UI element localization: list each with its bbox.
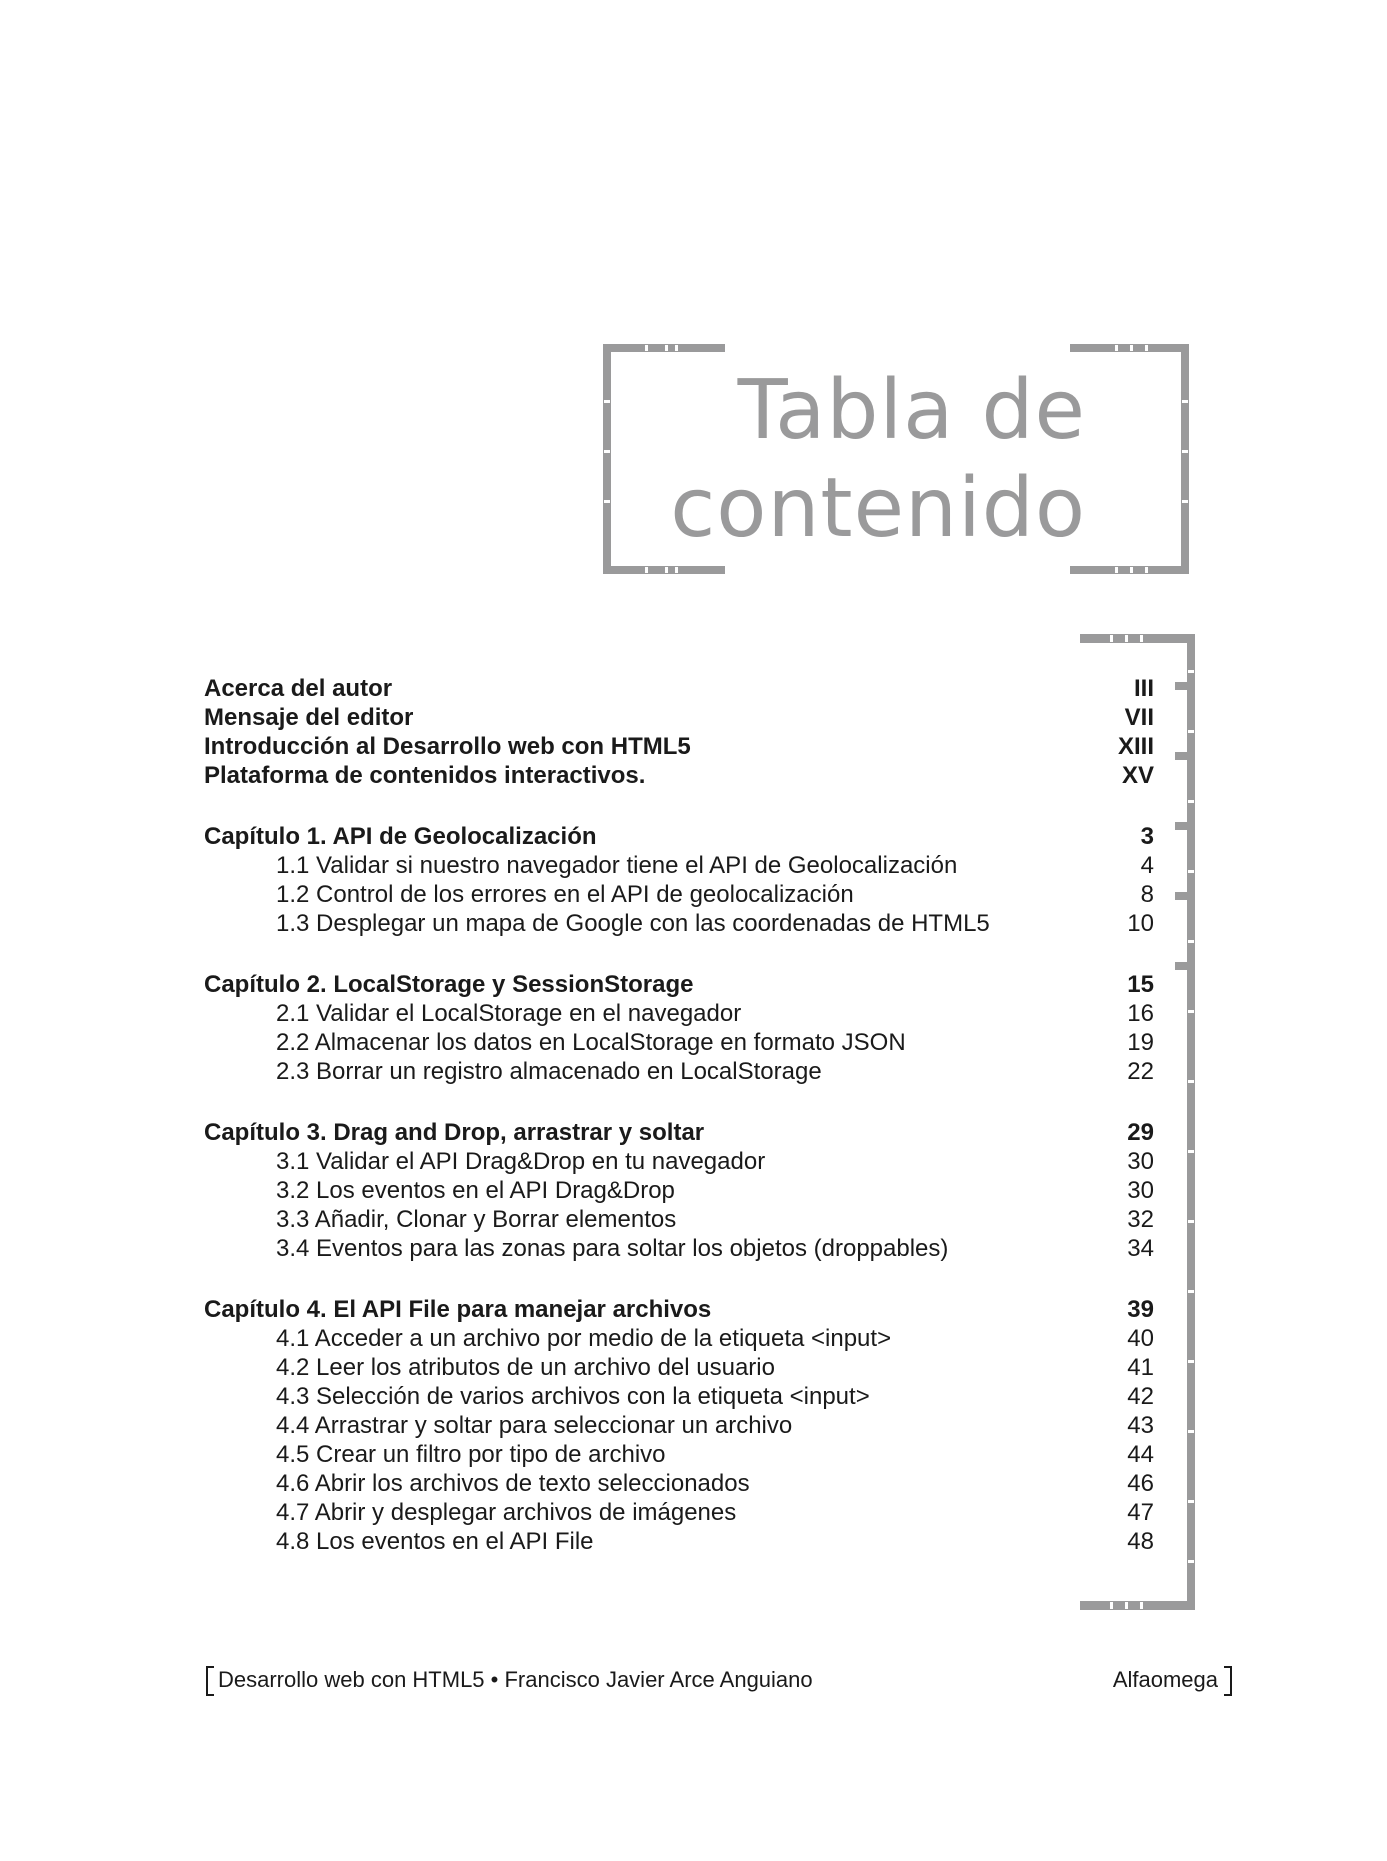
toc-spacer bbox=[204, 1263, 1154, 1295]
toc-chapter-3[interactable] bbox=[204, 1118, 1154, 1147]
toc-section-page: 22 bbox=[1127, 1058, 1154, 1085]
toc-entry-front[interactable] bbox=[204, 732, 1154, 761]
toc-section[interactable] bbox=[204, 1353, 1154, 1382]
toc-section-page: 10 bbox=[1127, 910, 1154, 937]
toc-section[interactable] bbox=[204, 909, 1154, 938]
toc-section[interactable] bbox=[204, 1057, 1154, 1086]
toc-section-title: 1.1 Validar si nuestro navegador tiene el API de Geolocalización bbox=[276, 852, 958, 879]
toc-section-page: 8 bbox=[1140, 881, 1154, 908]
toc-section-title: 4.5 Crear un filtro por tipo de archivo bbox=[276, 1441, 666, 1468]
toc-section[interactable] bbox=[204, 1469, 1154, 1498]
toc-spacer bbox=[204, 938, 1154, 970]
toc-entry-front[interactable] bbox=[204, 761, 1154, 790]
toc-section-title: 3.4 Eventos para las zonas para soltar los objetos (droppables) bbox=[276, 1235, 949, 1262]
toc-section-page: 34 bbox=[1127, 1235, 1154, 1262]
toc-section[interactable] bbox=[204, 1382, 1154, 1411]
toc-section-page: 32 bbox=[1127, 1206, 1154, 1233]
page-title-line2: contenido bbox=[670, 461, 1086, 556]
toc-entry-title: Plataforma de contenidos interactivos. bbox=[204, 762, 646, 789]
toc-section-page: 47 bbox=[1127, 1499, 1154, 1526]
page-title-line1: Tabla de bbox=[737, 363, 1086, 458]
toc-section-title: 4.4 Arrastrar y soltar para seleccionar un archivo bbox=[276, 1412, 793, 1439]
toc-section-title: 3.3 Añadir, Clonar y Borrar elementos bbox=[276, 1206, 677, 1233]
footer-book-title: Desarrollo web con HTML5 • Francisco Javier Arce Anguiano bbox=[218, 1667, 813, 1692]
toc-section-page: 16 bbox=[1127, 1000, 1154, 1027]
toc-section-page: 48 bbox=[1127, 1528, 1154, 1555]
toc-section[interactable] bbox=[204, 1234, 1154, 1263]
toc-section-page: 41 bbox=[1127, 1354, 1154, 1381]
toc-section[interactable] bbox=[204, 1028, 1154, 1057]
toc-section-title: 2.3 Borrar un registro almacenado en LocalStorage bbox=[276, 1058, 822, 1085]
toc-chapter-4[interactable] bbox=[204, 1295, 1154, 1324]
toc-entry-title: Introducción al Desarrollo web con HTML5 bbox=[204, 733, 691, 760]
toc-section[interactable] bbox=[204, 1411, 1154, 1440]
toc-section-title: 1.3 Desplegar un mapa de Google con las coordenadas de HTML5 bbox=[276, 910, 990, 937]
toc-section[interactable] bbox=[204, 1527, 1154, 1556]
toc-section-title: 4.1 Acceder a un archivo por medio de la etiqueta <input> bbox=[276, 1325, 892, 1352]
toc-chapter-title: Capítulo 1. API de Geolocalización bbox=[204, 823, 597, 850]
toc-section[interactable] bbox=[204, 1324, 1154, 1353]
toc-spacer bbox=[204, 1086, 1154, 1118]
toc-section-title: 4.2 Leer los atributos de un archivo del usuario bbox=[276, 1354, 775, 1381]
toc-section-title: 2.2 Almacenar los datos en LocalStorage en formato JSON bbox=[276, 1029, 906, 1056]
toc-chapter-page: 15 bbox=[1127, 971, 1154, 998]
toc-entry-title: Acerca del autor bbox=[204, 675, 393, 702]
footer-publisher: Alfaomega bbox=[1112, 1667, 1218, 1692]
toc-section-page: 30 bbox=[1127, 1177, 1154, 1204]
table-of-contents bbox=[204, 674, 1154, 1556]
toc-section-title: 4.7 Abrir y desplegar archivos de imágenes bbox=[276, 1499, 737, 1526]
toc-section[interactable] bbox=[204, 851, 1154, 880]
toc-spacer bbox=[204, 790, 1154, 822]
toc-section-page: 46 bbox=[1127, 1470, 1154, 1497]
toc-section-page: 43 bbox=[1127, 1412, 1154, 1439]
toc-chapter-title: Capítulo 2. LocalStorage y SessionStorage bbox=[204, 971, 694, 998]
toc-section-page: 42 bbox=[1127, 1383, 1154, 1410]
toc-section-title: 2.1 Validar el LocalStorage en el navegador bbox=[276, 1000, 742, 1027]
toc-section-page: 40 bbox=[1127, 1325, 1154, 1352]
toc-section[interactable] bbox=[204, 1205, 1154, 1234]
toc-section-title: 1.2 Control de los errores en el API de geolocalización bbox=[276, 881, 854, 908]
toc-section[interactable] bbox=[204, 880, 1154, 909]
toc-section-title: 3.1 Validar el API Drag&Drop en tu navegador bbox=[276, 1148, 766, 1175]
toc-section-title: 4.8 Los eventos en el API File bbox=[276, 1528, 594, 1555]
toc-section[interactable] bbox=[204, 1147, 1154, 1176]
toc-chapter-page: 3 bbox=[1140, 823, 1154, 850]
page-title bbox=[600, 362, 1086, 558]
toc-entry-page: XIII bbox=[1117, 733, 1154, 760]
toc-section-title: 4.3 Selección de varios archivos con la etiqueta <input> bbox=[276, 1383, 870, 1410]
page-footer bbox=[204, 1663, 1234, 1699]
toc-section-page: 30 bbox=[1127, 1148, 1154, 1175]
toc-section[interactable] bbox=[204, 1498, 1154, 1527]
toc-section-page: 44 bbox=[1127, 1441, 1154, 1468]
toc-section-page: 19 bbox=[1127, 1029, 1154, 1056]
toc-section[interactable] bbox=[204, 1440, 1154, 1469]
toc-entry-title: Mensaje del editor bbox=[204, 704, 414, 731]
toc-chapter-1[interactable] bbox=[204, 822, 1154, 851]
toc-chapter-title: Capítulo 4. El API File para manejar archivos bbox=[204, 1296, 712, 1323]
toc-chapter-title: Capítulo 3. Drag and Drop, arrastrar y soltar bbox=[204, 1119, 705, 1146]
toc-section[interactable] bbox=[204, 1176, 1154, 1205]
toc-entry-front[interactable] bbox=[204, 703, 1154, 732]
toc-entry-page: XV bbox=[1121, 762, 1154, 789]
toc-chapter-page: 39 bbox=[1127, 1296, 1154, 1323]
toc-chapter-2[interactable] bbox=[204, 970, 1154, 999]
toc-section-title: 4.6 Abrir los archivos de texto seleccionados bbox=[276, 1470, 750, 1497]
toc-entry-page: III bbox=[1133, 675, 1154, 702]
toc-entry-page: VII bbox=[1124, 704, 1154, 731]
toc-section-page: 4 bbox=[1140, 852, 1154, 879]
toc-entry-front[interactable] bbox=[204, 674, 1154, 703]
toc-section-title: 3.2 Los eventos en el API Drag&Drop bbox=[276, 1177, 675, 1204]
toc-section[interactable] bbox=[204, 999, 1154, 1028]
toc-chapter-page: 29 bbox=[1127, 1119, 1154, 1146]
